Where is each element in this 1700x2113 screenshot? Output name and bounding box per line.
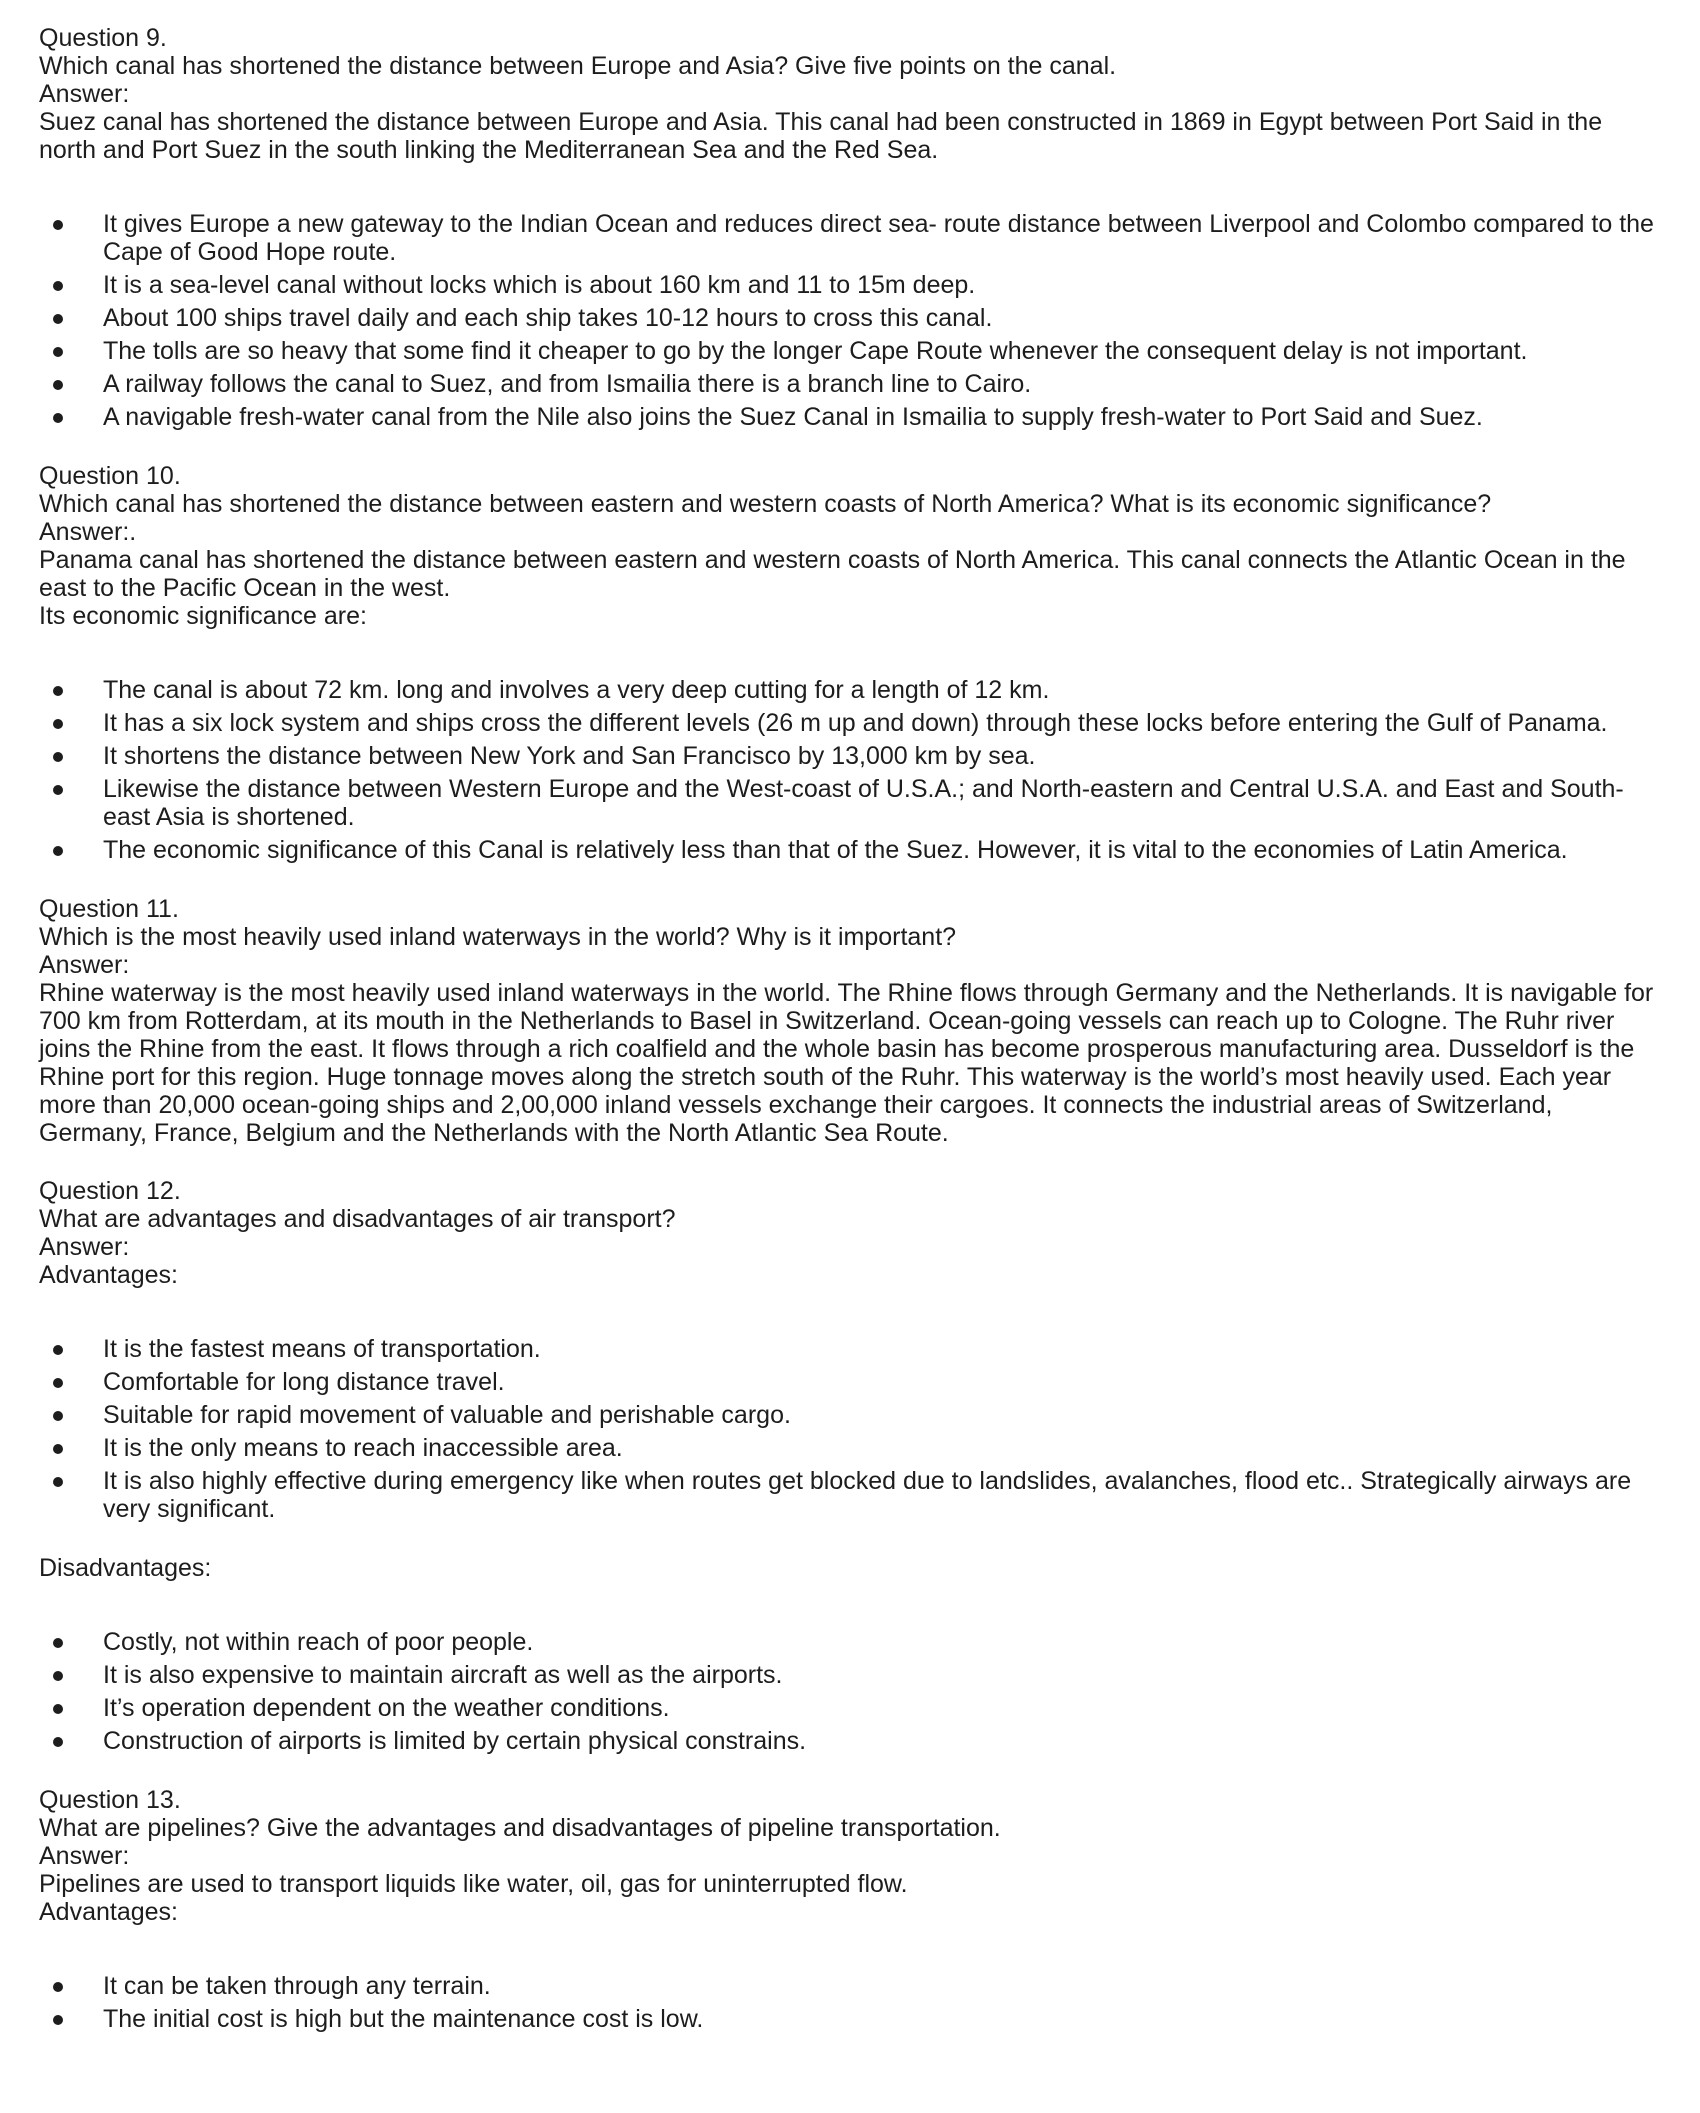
list-item: Construction of airports is limited by certain physical constrains. <box>39 1727 1664 1755</box>
list-item: It has a six lock system and ships cross the different levels (26 m up and down) through these locks before entering the Gulf of Panama. <box>39 709 1664 737</box>
answer-label: Answer:. <box>39 518 137 546</box>
bullet-icon <box>53 2015 63 2025</box>
bullet-icon <box>53 413 63 423</box>
list-item: It is the only means to reach inaccessible area. <box>39 1434 1664 1462</box>
bullet-icon <box>53 220 63 230</box>
question-13-block <box>39 1786 1664 2033</box>
bullet-icon <box>53 1411 63 1421</box>
bullet-icon <box>53 281 63 291</box>
question-number: Question 10. <box>39 462 181 490</box>
answer-label: Answer: <box>39 1233 130 1261</box>
document-body <box>39 24 1664 2038</box>
list-item: Costly, not within reach of poor people. <box>39 1628 1664 1656</box>
list-item: It is also expensive to maintain aircraft as well as the airports. <box>39 1661 1664 1689</box>
list-item: It’s operation dependent on the weather conditions. <box>39 1694 1664 1722</box>
list-item: A railway follows the canal to Suez, and from Ismailia there is a branch line to Cairo. <box>39 370 1664 398</box>
answer-label: Answer: <box>39 951 130 979</box>
question-prompt: What are advantages and disadvantages of air transport? <box>39 1205 676 1233</box>
question-prompt: What are pipelines? Give the advantages and disadvantages of pipeline transportation. <box>39 1814 1001 1842</box>
answer-paragraph: Panama canal has shortened the distance between eastern and western coasts of North America. This canal connects the Atlantic Ocean in the east to the Pacific Ocean in the west. <box>39 546 1626 602</box>
list-item: It can be taken through any terrain. <box>39 1972 1664 2000</box>
question-11-block <box>39 895 1664 1177</box>
bullet-icon <box>53 785 63 795</box>
bullet-icon <box>53 846 63 856</box>
list-item: The tolls are so heavy that some find it cheaper to go by the longer Cape Route whenever the consequent delay is not important. <box>39 337 1664 365</box>
bullet-icon <box>53 1671 63 1681</box>
list-item: A navigable fresh-water canal from the Nile also joins the Suez Canal in Ismailia to supply fresh-water to Port Said and Suez. <box>39 403 1664 431</box>
list-item: It is the fastest means of transportation. <box>39 1335 1664 1363</box>
answer-label: Answer: <box>39 80 130 108</box>
bullet-icon <box>53 1638 63 1648</box>
question-9-block <box>39 24 1664 462</box>
list-item: Likewise the distance between Western Europe and the West-coast of U.S.A.; and North-eastern and Central U.S.A. and East and South-east Asia is shortened. <box>39 775 1664 831</box>
list-item: It is a sea-level canal without locks which is about 160 km and 11 to 15m deep. <box>39 271 1664 299</box>
disadvantages-label: Disadvantages: <box>39 1554 212 1582</box>
list-item: It is also highly effective during emergency like when routes get blocked due to landslides, avalanches, flood etc.. Strategically airways are very significant. <box>39 1467 1664 1523</box>
advantages-label: Advantages: <box>39 1261 178 1289</box>
bullet-list <box>39 210 1664 431</box>
question-number: Question 11. <box>39 895 179 923</box>
answer-paragraph: Its economic significance are: <box>39 602 367 630</box>
bullet-icon <box>53 719 63 729</box>
bullet-icon <box>53 1345 63 1355</box>
bullet-icon <box>53 347 63 357</box>
question-number: Question 12. <box>39 1177 181 1205</box>
bullet-icon <box>53 1444 63 1454</box>
bullet-icon <box>53 1704 63 1714</box>
question-number: Question 13. <box>39 1786 181 1814</box>
bullet-icon <box>53 314 63 324</box>
advantages-list <box>39 1335 1664 1523</box>
advantages-list <box>39 1972 1664 2033</box>
list-item: About 100 ships travel daily and each ship takes 10-12 hours to cross this canal. <box>39 304 1664 332</box>
bullet-icon <box>53 1378 63 1388</box>
question-12-block <box>39 1177 1664 1786</box>
list-item: Suitable for rapid movement of valuable and perishable cargo. <box>39 1401 1664 1429</box>
bullet-icon <box>53 380 63 390</box>
question-10-block <box>39 462 1664 895</box>
answer-paragraph: Rhine waterway is the most heavily used inland waterways in the world. The Rhine flows through Germany and the Netherlands. It is navigable for 700 km from Rotterdam, at its mouth in the Netherlands to Basel in Switzerland. Ocean-going vessels can reach up to Cologne. The Ruhr river joins the Rhine from the east. It flows through a rich coalfield and the whole basin has become prosperous manufacturing area. Dusseldorf is the Rhine port for this region. Huge tonnage moves along the stretch south of the Ruhr. This waterway is the world’s most heavily used. Each year more than 20,000 ocean-going ships and 2,00,000 inland vessels exchange their cargoes. It connects the industrial areas of Switzerland, Germany, France, Belgium and the Netherlands with the North Atlantic Sea Route. <box>39 979 1654 1147</box>
bullet-icon <box>53 1982 63 1992</box>
answer-paragraph: Pipelines are used to transport liquids like water, oil, gas for uninterrupted flow. <box>39 1870 908 1898</box>
advantages-label: Advantages: <box>39 1898 178 1926</box>
list-item: It gives Europe a new gateway to the Indian Ocean and reduces direct sea- route distance between Liverpool and Colombo compared to the Cape of Good Hope route. <box>39 210 1664 266</box>
list-item: Comfortable for long distance travel. <box>39 1368 1664 1396</box>
bullet-icon <box>53 1477 63 1487</box>
answer-label: Answer: <box>39 1842 130 1870</box>
bullet-list <box>39 676 1664 864</box>
list-item: It shortens the distance between New York and San Francisco by 13,000 km by sea. <box>39 742 1664 770</box>
question-prompt: Which is the most heavily used inland waterways in the world? Why is it important? <box>39 923 957 951</box>
bullet-icon <box>53 1737 63 1747</box>
bullet-icon <box>53 752 63 762</box>
question-prompt: Which canal has shortened the distance between eastern and western coasts of North America? What is its economic significance? <box>39 490 1492 518</box>
bullet-icon <box>53 686 63 696</box>
question-number: Question 9. <box>39 24 167 52</box>
list-item: The economic significance of this Canal is relatively less than that of the Suez. However, it is vital to the economies of Latin America. <box>39 836 1664 864</box>
disadvantages-list <box>39 1628 1664 1755</box>
question-prompt: Which canal has shortened the distance between Europe and Asia? Give five points on the canal. <box>39 52 1117 80</box>
answer-paragraph: Suez canal has shortened the distance between Europe and Asia. This canal had been constructed in 1869 in Egypt between Port Said in the north and Port Suez in the south linking the Mediterranean Sea and the Red Sea. <box>39 108 1603 164</box>
list-item: The initial cost is high but the maintenance cost is low. <box>39 2005 1664 2033</box>
list-item: The canal is about 72 km. long and involves a very deep cutting for a length of 12 km. <box>39 676 1664 704</box>
